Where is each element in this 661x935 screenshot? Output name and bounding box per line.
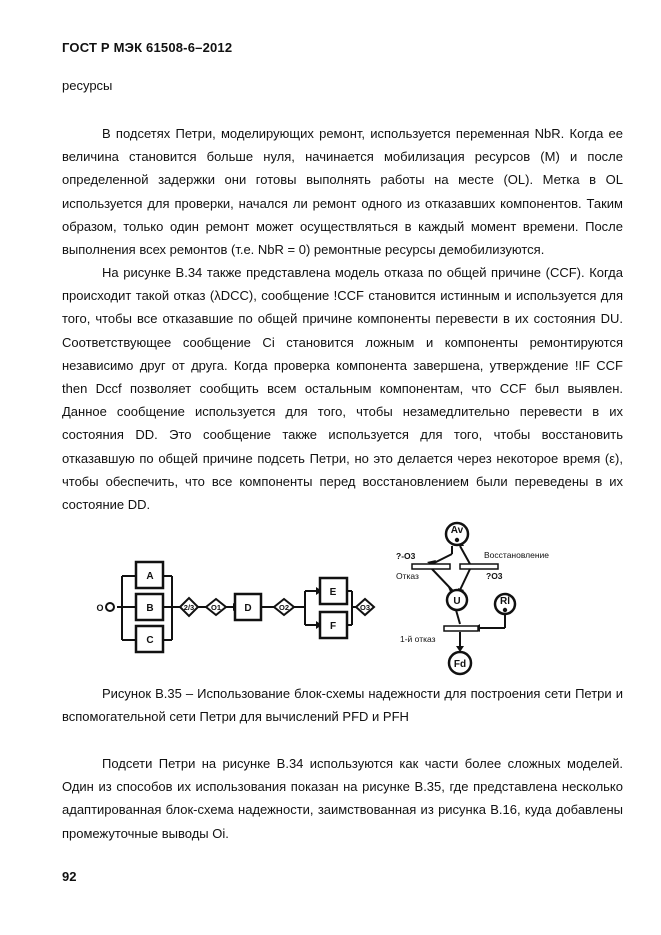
paragraph-2 xyxy=(62,261,623,516)
label-not-o3: ?-O3 xyxy=(396,551,416,561)
paragraph-1 xyxy=(62,122,623,261)
place-rl-label: Rl xyxy=(500,596,510,607)
label-restoration: Восстановление xyxy=(484,550,550,560)
block-e-label: E xyxy=(329,587,337,598)
paragraph-1-text: В подсетях Петри, моделирующих ремонт, используется переменная NbR. Когда ее величина становится больше нуля, начинается мобилизация ресурсов (M) и после определенной задержки они готовы выполнять работы на месте (OL). Метка в OL используется для проверки, начался ли ремонт одного из отказавших компонентов. Таким образом, только один ремонт может осуществляться в каждый момент времени. После выполнения всех ремонтов (т.е. NbR = 0) ремонтные ресурсы демобилизуются. xyxy=(62,126,623,258)
block-f-label: F xyxy=(329,621,337,632)
document-header: ГОСТ Р МЭК 61508-6–2012 xyxy=(62,40,233,55)
rbd-diagram xyxy=(96,548,372,666)
paragraph-3-text: Подсети Петри на рисунке В.34 используются как части более сложных моделей. Один из способов их использования показан на рисунке В.35, где представлена несколько адаптированная блок-схема надежности, заимствованная из рисунка В.16, куда добавлены промежуточные выводы Oi. xyxy=(62,756,623,841)
figure-caption xyxy=(62,682,623,728)
place-u-label: U xyxy=(453,596,461,607)
output-o1-label: O1 xyxy=(210,603,222,612)
place-av-label: Av xyxy=(450,525,464,536)
block-a-label: A xyxy=(146,571,154,582)
label-failure: Отказ xyxy=(396,571,419,581)
continued-word: ресурсы xyxy=(62,78,113,93)
page-number: 92 xyxy=(62,869,77,884)
figure-caption-text: Рисунок В.35 – Использование блок-схемы надежности для построения сети Петри и вспомогательной сети Петри для вычислений PFD и PFH xyxy=(62,686,623,725)
place-fd-label: Fd xyxy=(453,659,467,670)
label-o3: ?O3 xyxy=(486,571,503,581)
block-d-label: D xyxy=(244,603,252,614)
output-o3-label: O3 xyxy=(359,603,371,612)
block-b-label: B xyxy=(146,603,154,614)
block-c-label: C xyxy=(146,635,154,646)
petri-net-diagram xyxy=(380,518,580,678)
paragraph-2-text: На рисунке В.34 также представлена модель отказа по общей причине (CCF). Когда происходит такой отказ (λDCC), сообщение !CCF становится истинным и используется для того, чтобы все отказавшие по общей причине компоненты перевести в их состояния DU. Соответствующее сообщение Ci становится ложным и компоненты ремонтируются независимо друг от друга. Когда проверка компонента завершена, утверждение !IF CCF then Dccf позволяет сообщить всем остальным компонентам, что CCF был выявлен. Данное сообщение используется для того, чтобы незамедлительно перевести в их состояния DD. Это сообщение также используется для того, чтобы восстановить отказавшую по общей причине подсеть Петри, но это делается через некоторое время (ε), чтобы обеспечить, что все компоненты перед восстановлением были переведены в их состояние DD. xyxy=(62,265,623,513)
paragraph-3 xyxy=(62,752,623,845)
input-label: O xyxy=(96,603,104,613)
label-first-failure: 1-й отказ xyxy=(400,634,436,644)
vote-label: 2/3 xyxy=(183,603,195,612)
output-o2-label: O2 xyxy=(278,603,290,612)
